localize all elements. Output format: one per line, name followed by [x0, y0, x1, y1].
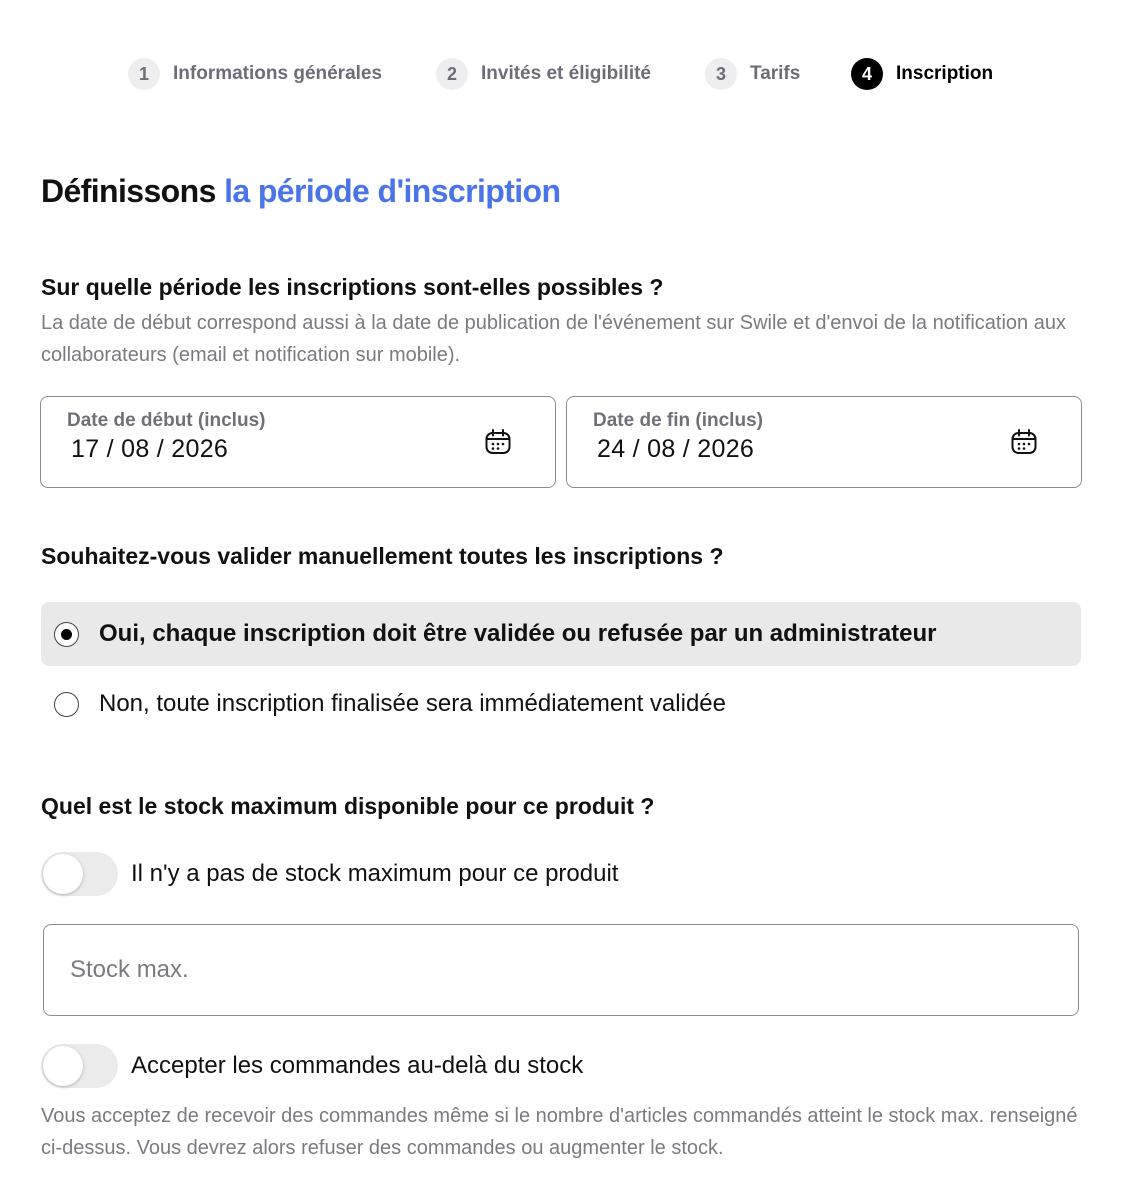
step-label: Invités et éligibilité	[481, 63, 651, 84]
start-date-label: Date de début (inclus)	[67, 410, 266, 431]
step-label: Inscription	[896, 63, 994, 84]
toggle-knob	[43, 854, 83, 894]
stepper	[0, 57, 1130, 91]
step-pricing[interactable]	[705, 57, 800, 91]
validation-question: Souhaitez-vous valider manuellement toutes les inscriptions ?	[41, 543, 724, 569]
radio-button[interactable]	[54, 692, 79, 717]
end-date-label: Date de fin (inclus)	[593, 410, 763, 431]
step-number: 1	[128, 58, 160, 90]
start-date-field[interactable]	[40, 396, 556, 488]
step-registration[interactable]	[851, 57, 993, 91]
overstock-label: Accepter les commandes au-delà du stock	[131, 1052, 584, 1079]
end-date-field[interactable]	[566, 396, 1082, 488]
no-max-stock-label: Il n'y a pas de stock maximum pour ce produit	[131, 860, 619, 887]
step-number: 4	[851, 58, 883, 90]
overstock-row	[41, 1043, 583, 1089]
page-title	[41, 173, 560, 210]
step-label: Tarifs	[750, 63, 801, 84]
period-helper-text: La date de début correspond aussi à la date de publication de l'événement sur Swile et d'envoi de la notification aux collaborateurs (email et notification sur mobile).	[41, 312, 1066, 366]
calendar-icon[interactable]	[1009, 427, 1039, 457]
no-max-stock-toggle[interactable]	[41, 852, 118, 896]
radio-button[interactable]	[54, 622, 79, 647]
radio-label: Oui, chaque inscription doit être validée ou refusée par un administrateur	[99, 620, 937, 647]
calendar-icon[interactable]	[483, 427, 513, 457]
page-title-prefix: Définissons	[41, 173, 216, 209]
stock-question: Quel est le stock maximum disponible pour ce produit ?	[41, 793, 655, 819]
step-label: Informations générales	[173, 63, 383, 84]
radio-label: Non, toute inscription finalisée sera immédiatement validée	[99, 690, 726, 717]
no-max-stock-row	[41, 851, 618, 897]
toggle-knob	[43, 1046, 83, 1086]
validation-option-automatic[interactable]	[41, 672, 1081, 736]
step-number: 2	[436, 58, 468, 90]
step-number: 3	[705, 58, 737, 90]
start-date-value[interactable]: 17 / 08 / 2026	[71, 435, 229, 463]
end-date-value[interactable]: 24 / 08 / 2026	[597, 435, 755, 463]
overstock-helper-text: Vous acceptez de recevoir des commandes même si le nombre d'articles commandés atteint le stock max. renseigné ci-dessus. Vous devrez alors refuser des commandes ou augmenter le stock.	[41, 1105, 1078, 1159]
stock-max-input[interactable]	[43, 924, 1079, 1016]
page-title-accent: la période d'inscription	[224, 173, 561, 209]
step-general-info[interactable]	[128, 57, 382, 91]
overstock-toggle[interactable]	[41, 1044, 118, 1088]
validation-option-manual[interactable]	[41, 602, 1081, 666]
step-guests-eligibility[interactable]	[436, 57, 651, 91]
period-question: Sur quelle période les inscriptions sont-elles possibles ?	[41, 274, 664, 300]
